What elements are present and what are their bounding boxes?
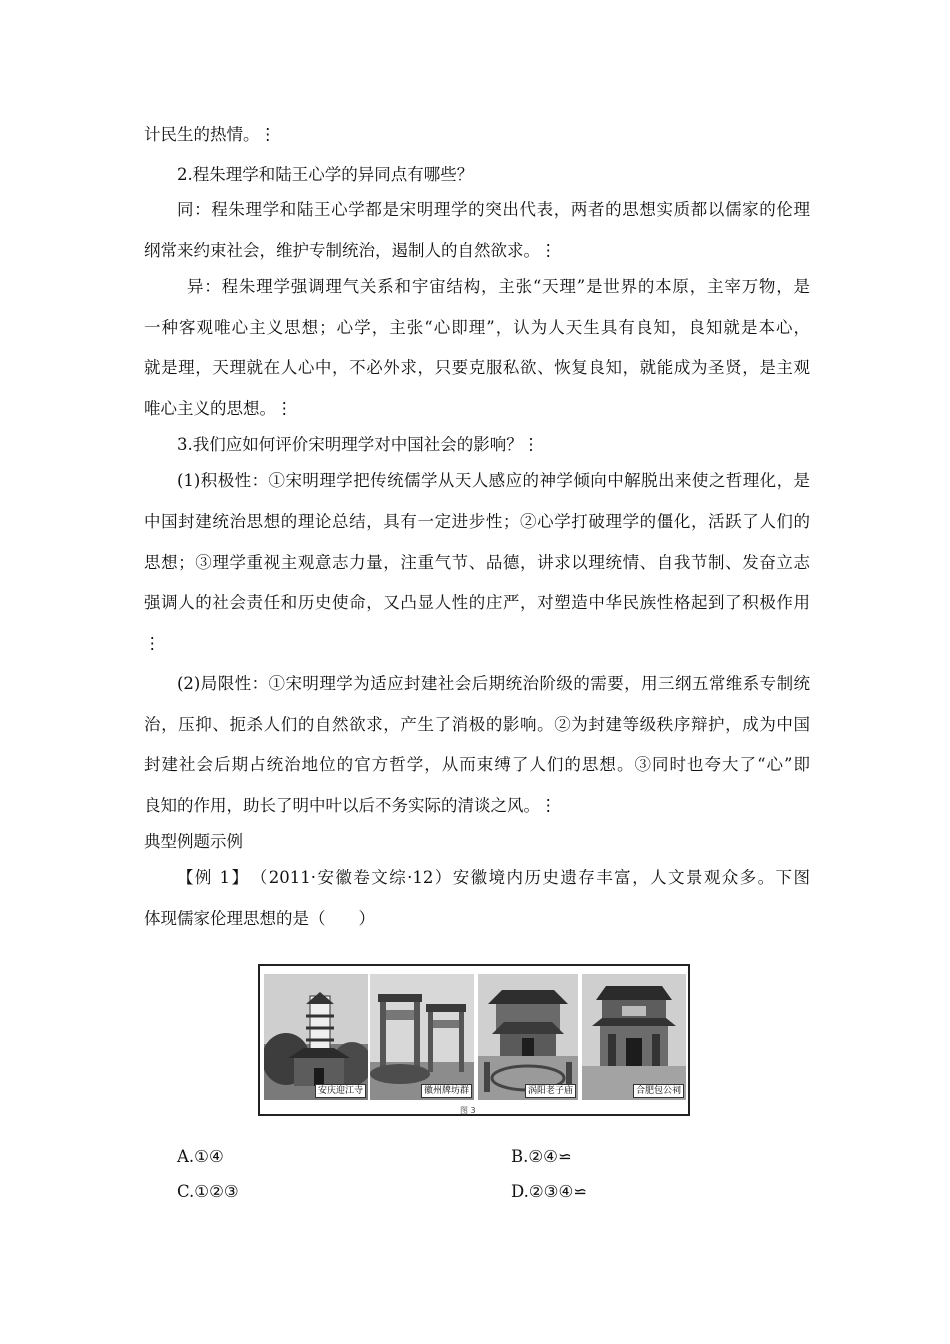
question-heading: 2.程朱理学和陆王心学的异同点有哪些？: [177, 165, 474, 184]
text-line: 唯心主义的思想。⋮: [144, 399, 293, 418]
text-line: 良知的作用，助长了明中叶以后不务实际的清谈之风。⋮: [144, 796, 557, 815]
photo-guoyang-laozi-temple: [478, 974, 578, 1100]
text-line: 治，压抑、扼杀人们的自然欲求，产生了消极的影响。②为封建等级秩序辩护，成为中国: [144, 715, 810, 734]
photo-caption: 涡阳老子庙: [525, 1084, 576, 1098]
option-c: C.①②③: [177, 1182, 239, 1201]
photo-caption: 安庆迎江寺: [315, 1084, 366, 1098]
photo-huizhou-archways: [370, 974, 474, 1100]
option-b: B.②④⋍: [511, 1147, 572, 1166]
text-line: (2)局限性：①宋明理学为适应封建社会后期统治阶级的需要，用三纲五常维系专制统: [177, 674, 810, 693]
section-title: 典型例题示例: [144, 832, 243, 851]
text-line: ⋮: [144, 634, 161, 653]
photo-caption: 合肥包公祠: [633, 1084, 684, 1098]
photo-anqing-yingjiang-temple: [264, 974, 368, 1100]
photo-hefei-baogong-temple: [582, 974, 686, 1100]
text-line: 封建社会后期占统治地位的官方哲学，从而束缚了人们的思想。③同时也夸大了“心”即: [144, 755, 810, 774]
text-line: 就是理，天理就在人心中，不必外求，只要克服私欲、恢复良知，就能成为圣贤，是主观: [144, 358, 810, 377]
text-line: 思想；③理学重视主观意志力量，注重气节、品德，讲求以理统情、自我节制、发奋立志: [144, 553, 810, 572]
text-line: 中国封建统治思想的理论总结，具有一定进步性；②心学打破理学的僵化，活跃了人们的: [144, 512, 810, 531]
text-line: 强调人的社会责任和历史使命，又凸显人性的庄严，对塑造中华民族性格起到了积极作用: [144, 593, 810, 612]
option-a: A.①④: [177, 1147, 224, 1166]
text-line: 一种客观唯心主义思想；心学，主张“心即理”，认为人天生具有良知，良知就是本心，: [144, 318, 810, 337]
question-heading: 3.我们应如何评价宋明理学对中国社会的影响？⋮: [177, 435, 540, 454]
photo-caption: 徽州牌坊群: [421, 1084, 472, 1098]
text-line: 异：程朱理学强调理气关系和宇宙结构，主张“天理”是世界的本原，主宰万物，是: [187, 277, 810, 296]
text-line: 计民生的热情。⋮: [144, 125, 276, 144]
option-d: D.②③④⋍: [511, 1182, 588, 1201]
text-line: (1)积极性：①宋明理学把传统儒学从天人感应的神学倾向中解脱出来使之哲理化，是: [177, 471, 810, 490]
example-question: 【例 1】 （2011·安徽卷文综·12）安徽境内历史遗存丰富，人文景观众多。下图: [177, 868, 810, 887]
example-question-cont: 体现儒家伦理思想的是（ ）: [144, 909, 375, 928]
landmarks-figure: [258, 964, 690, 1116]
text-line: 纲常来约束社会，维护专制统治，遏制人的自然欲求。⋮: [144, 241, 557, 260]
figure-label: 图 3: [460, 1106, 476, 1115]
text-line: 同：程朱理学和陆王心学都是宋明理学的突出代表，两者的思想实质都以儒家的伦理: [177, 200, 810, 219]
